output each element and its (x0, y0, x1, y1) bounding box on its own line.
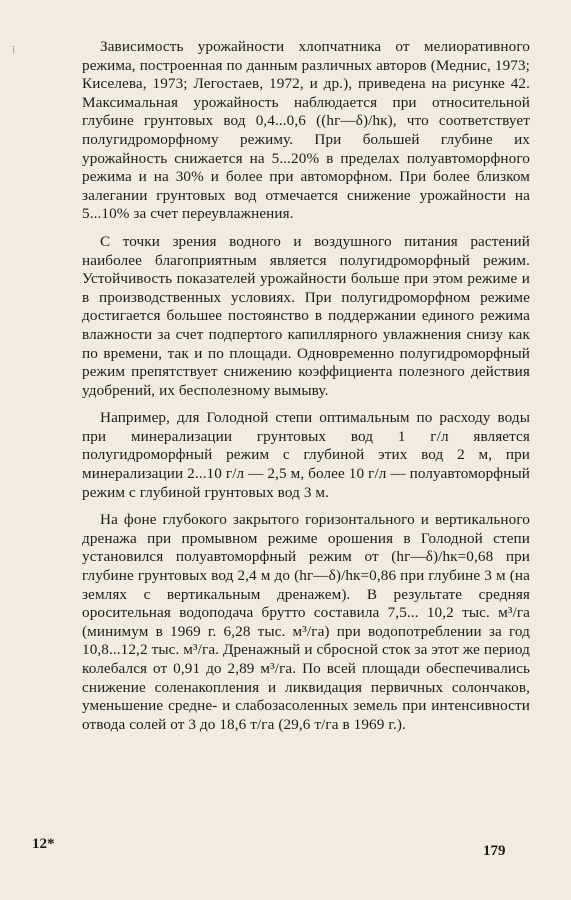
paragraph-3: Например, для Голодной степи оптимальным по расходу воды при минерализации грунтовых вод 1 г/л является полугидроморфный режим с глубиной этих вод 2 м, при минерализации 2...10 г/л — 2,5 м, более 10 г/л — полуавтоморфный режим с глубиной грунтовых вод 3 м. (82, 409, 530, 501)
paragraph-4: На фоне глубокого закрытого горизонтального и вертикального дренажа при промывном режиме орошения в Голодной степи установился полуавтоморфный режим от (hг—δ)/hк=0,68 при глубине грунтовых вод 2,4 м до (hг—δ)/hк=0,86 при глубине 3 м (на землях с вертикальным дренажем). В результате средняя оросительная водоподача брутто составила 7,5... 10,2 тыс. м³/га (минимум в 1969 г. 6,28 тыс. м³/га) при водопотреблении за год 10,8...12,2 тыс. м³/га. Дренажный и сбросной сток за этот же период колебался от 0,91 до 2,89 м³/га. По всей площади обеспечивались снижение соленакопления и ликвидация первичных солончаков, уменьшение средне- и слабозасоленных земель при интенсивности отвода солей от 3 до 18,6 т/га (29,6 т/га в 1969 г.). (82, 511, 530, 733)
paragraph-1: Зависимость урожайности хлопчатника от мелиоративного режима, построенная по данным различных авторов (Меднис, 1973; Киселева, 1973; Легостаев, 1972, и др.), приведена на рисунке 42. Максимальная урожайность наблюдается при относительной глубине грунтовых вод 0,4...0,6 ((hг—δ)/hк), что соответствует полугидроморфному режиму. При большей глубине их урожайность снижается на 5...20% в пределах полуавтоморфного режима и на 30% и более при автоморфном. При более близком залегании грунтовых вод отмечается снижение урожайности на 5...10% за счет переувлажнения. (82, 38, 530, 223)
paragraph-2: С точки зрения водного и воздушного питания растений наиболее благоприятным является полугидроморфный режим. Устойчивость показателей урожайности больше при этом режиме и в производственных условиях. При полугидроморфном режиме достигается большее постоянство в поддержании единого режима влажности за счет подпертого капиллярного увлажнения снизу как по времени, так и по площади. Одновременно полугидроморфный режим препятствует снижению коэффициента полезного действия удобрений, их бесполезному вымыву. (82, 232, 530, 399)
signature-mark: 12* (32, 836, 55, 852)
margin-mark: ⁞ (12, 44, 16, 56)
text-block (82, 38, 530, 743)
page-number: 179 (483, 843, 506, 859)
